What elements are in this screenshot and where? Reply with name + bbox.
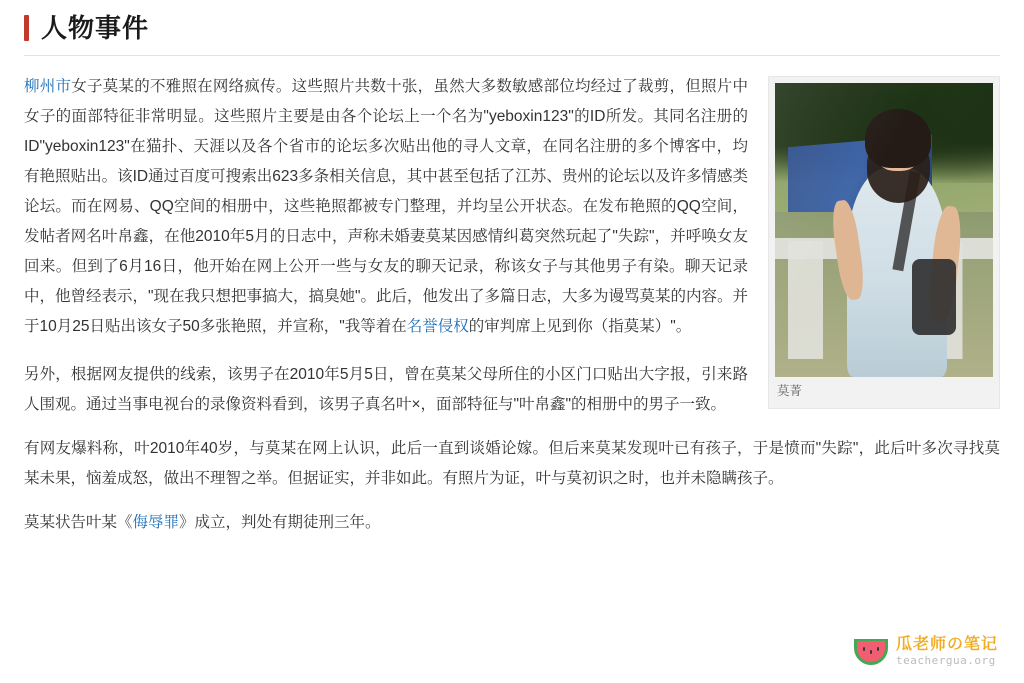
paragraph-4-text-b: 》成立，判处有期徒刑三年。 bbox=[179, 513, 381, 531]
figure-caption: 莫菁 bbox=[777, 383, 803, 398]
link-liuzhou[interactable]: 柳州市 bbox=[24, 77, 72, 95]
link-insult-crime[interactable]: 侮辱罪 bbox=[132, 513, 180, 531]
watermark-text bbox=[896, 636, 998, 667]
paragraph-2-text: 另外，根据网友提供的线索，该男子在2010年5月5日，曾在莫某父母所住的小区门口贴出大字报，引来路人围观。通过当事电视台的录像资料看到，该男子真名叶×，面部特征与"叶帛鑫"的相册中的男子一致。 bbox=[24, 365, 748, 413]
title-divider bbox=[24, 55, 1000, 56]
page-title-text: 人物事件 bbox=[41, 13, 150, 43]
woman-photo bbox=[775, 83, 993, 377]
link-reputation-infringement[interactable]: 名誉侵权 bbox=[406, 317, 469, 335]
paragraph-1-text-a: 女子莫某的不雅照在网络疯传。这些照片共数十张，虽然大多数敏感部位均经过了裁剪，但照片中女子的面部特征非常明显。这些照片主要是由各个论坛上一个名为"yeboxin123"的ID所发。其同名注册的ID"yeboxin123"在猫扑、天涯以及各个省市的论坛多次贴出他的寻人文章，在同名注册的多个博客中，均有艳照贴出。该ID通过百度可搜索出623多条相关信息，其中甚至包括了江苏、贵州的论坛以及许多情感类论坛。而在网易、QQ空间的相册中，这些艳照都被专门整理，并均呈公开状态。在发布艳照的QQ空间，发帖者网名叶帛鑫，在他2010年5月的日志中，声称未婚妻莫某因感情纠葛突然玩起了"失踪"，并呼唤女友回来。但到了6月16日，他开始在网上公开一些与女友的聊天记录，称该女子与其他男子有染。聊天记录中，他曾经表示，"现在我只想把事搞大，搞臭她"。此后，他发出了多篇日志，大多为谩骂莫某的内容。并于10月25日贴出该女子50多张艳照，并宣称，"我等着在 bbox=[24, 77, 749, 335]
paragraph-4-text-a: 莫某状告叶某《 bbox=[24, 513, 133, 531]
paragraph-4 bbox=[24, 508, 1000, 538]
paragraph-1-text-b: 的审判席上见到你（指莫某）"。 bbox=[468, 317, 692, 335]
paragraph-3-text: 有网友爆料称，叶2010年40岁，与莫某在网上认识，此后一直到谈婚论嫁。但后来莫某发现叶已有孩子，于是愤而"失踪"，此后叶多次寻找莫某未果，恼羞成怒，做出不理智之举。但据证实，并非如此。有照片为证，叶与莫初识之时，也并未隐瞒孩子。 bbox=[24, 439, 1000, 487]
watermark-title: 瓜老师の笔记 bbox=[895, 636, 998, 654]
watermark-url: teachergua.org bbox=[895, 653, 996, 667]
article-body bbox=[24, 72, 1000, 538]
paragraph-3 bbox=[24, 434, 1000, 494]
article-figure bbox=[768, 76, 1000, 410]
site-watermark bbox=[854, 635, 998, 669]
title-accent-bar bbox=[24, 15, 29, 41]
page-title bbox=[24, 14, 1000, 55]
watermelon-icon bbox=[854, 635, 888, 669]
